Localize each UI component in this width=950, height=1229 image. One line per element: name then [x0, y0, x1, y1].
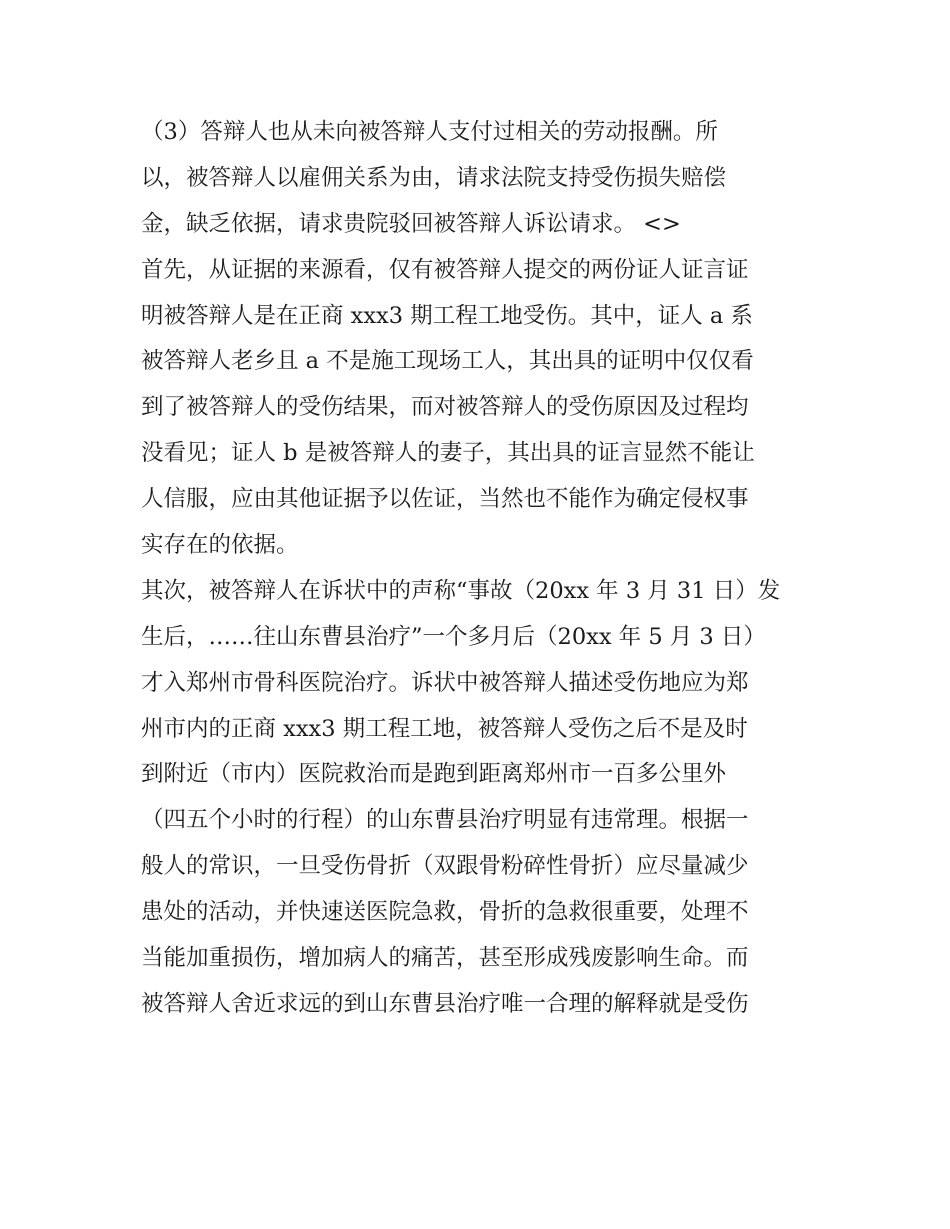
- text-line: 没看见；证人 b 是被答辩人的妻子，其出具的证言显然不能让: [141, 440, 755, 467]
- text-line: 被答辩人舍近求远的到山东曹县治疗唯一合理的解释就是受伤: [141, 990, 749, 1017]
- text-line: 其次，被答辩人在诉状中的声称“事故（20xx 年 3 月 31 日）发: [141, 577, 781, 604]
- text-line: 当能加重损伤，增加病人的痛苦，甚至形成残废影响生命。而: [141, 945, 749, 972]
- text-line: （3）答辩人也从未向被答辩人支付过相关的劳动报酬。所: [141, 119, 718, 145]
- text-line: 人信服，应由其他证据予以佐证，当然也不能作为确定侵权事: [141, 486, 749, 513]
- document-body: [141, 110, 813, 1028]
- text-line: 金，缺乏依据，请求贵院驳回被答辩人诉讼请求。 <>: [141, 210, 681, 237]
- text-line: 才入郑州市骨科医院治疗。诉状中被答辩人描述受伤地应为郑: [141, 669, 749, 696]
- text-line: 生后，……往山东曹县治疗”一个多月后（20xx 年 5 月 3 日）: [141, 623, 766, 650]
- text-line: 到了被答辩人的受伤结果，而对被答辩人的受伤原因及过程均: [141, 394, 749, 421]
- text-line: 实存在的依据。: [141, 532, 299, 559]
- text-line: （四五个小时的行程）的山东曹县治疗明显有违常理。根据一: [141, 807, 749, 834]
- text-line: 被答辩人老乡且 a 不是施工现场工人，其出具的证明中仅仅看: [141, 348, 754, 375]
- text-line: 明被答辩人是在正商 xxx3 期工程工地受伤。其中，证人 a 系: [141, 302, 753, 329]
- text-line: 首先，从证据的来源看，仅有被答辩人提交的两份证人证言证: [141, 256, 749, 283]
- text-line: 州市内的正商 xxx3 期工程工地，被答辩人受伤之后不是及时: [141, 715, 748, 742]
- text-line: 到附近（市内）医院救治而是跑到距离郑州市一百多公里外: [141, 761, 727, 788]
- text-line: 患处的活动，并快速送医院急救，骨折的急救很重要，处理不: [141, 899, 749, 926]
- text-line: 般人的常识，一旦受伤骨折（双跟骨粉碎性骨折）应尽量减少: [141, 853, 749, 880]
- text-line: 以，被答辩人以雇佣关系为由，请求法院支持受伤损失赔偿: [141, 164, 727, 191]
